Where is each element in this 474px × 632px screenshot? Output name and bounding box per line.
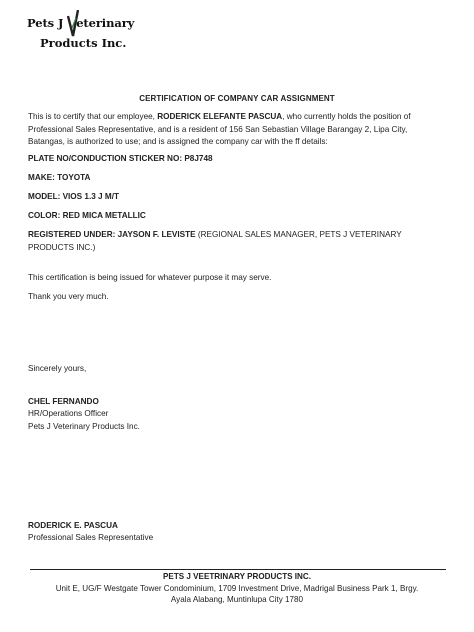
purpose-statement: This certification is being issued for whatever purpose it may serve. — [28, 273, 272, 282]
car-color: COLOR: RED MICA METALLIC — [28, 211, 146, 220]
document-title: CERTIFICATION OF COMPANY CAR ASSIGNMENT — [139, 94, 335, 103]
logo-line-1 — [27, 16, 134, 30]
employee-name: RODERICK ELEFANTE PASCUA — [157, 112, 283, 121]
signatory-company: Pets J Veterinary Products Inc. — [28, 421, 140, 431]
plate-number: PLATE NO/CONDUCTION STICKER NO: P8J748 — [28, 154, 213, 163]
footer-address-line-2: Ayala Alabang, Muntinlupa City 1780 — [170, 595, 304, 605]
car-model: MODEL: VIOS 1.3 J M/T — [28, 192, 119, 201]
footer-company-name: PETS J VEETRINARY PRODUCTS INC. — [163, 572, 311, 581]
recipient-name: RODERICK E. PASCUA — [28, 521, 118, 530]
signatory-name: CHEL FERNANDO — [28, 397, 99, 406]
logo-text-eterinary: eterinary — [76, 16, 135, 30]
recipient-block — [28, 520, 153, 545]
footer — [0, 571, 474, 606]
signatory-title: HR/Operations Officer — [28, 409, 109, 419]
signatory-block — [28, 396, 140, 433]
registered-under: REGISTERED UNDER: JAYSON F. LEVISTE (REGIONAL SALES MANAGER, PETS J VETERINARY PRODUCTS INC.) — [28, 230, 402, 252]
intro-paragraph: This is to certify that our employee, RODERICK ELEFANTE PASCUA, who currently holds the position of Professional Sales Representative, and is a resident of 156 San Sebastian Village Barangay 2, Lipa City, Batangas, is authorized to use; and is assigned the company car with the ff details: — [28, 112, 411, 147]
footer-address-line-1: Unit E, UG/F Westgate Tower Condominium, 1709 Investment Drive, Madrigal Business Park 1, Brgy. — [55, 583, 419, 593]
closing-line: Sincerely yours, — [28, 364, 87, 373]
logo-text-pets-j: Pets J — [27, 16, 64, 30]
car-make: MAKE: TOYOTA — [28, 173, 91, 182]
thank-you-line: Thank you very much. — [28, 292, 109, 301]
recipient-title: Professional Sales Representative — [28, 533, 154, 543]
footer-divider — [30, 569, 446, 570]
logo-line-2: Products Inc. — [40, 36, 127, 50]
company-logo — [27, 16, 147, 56]
